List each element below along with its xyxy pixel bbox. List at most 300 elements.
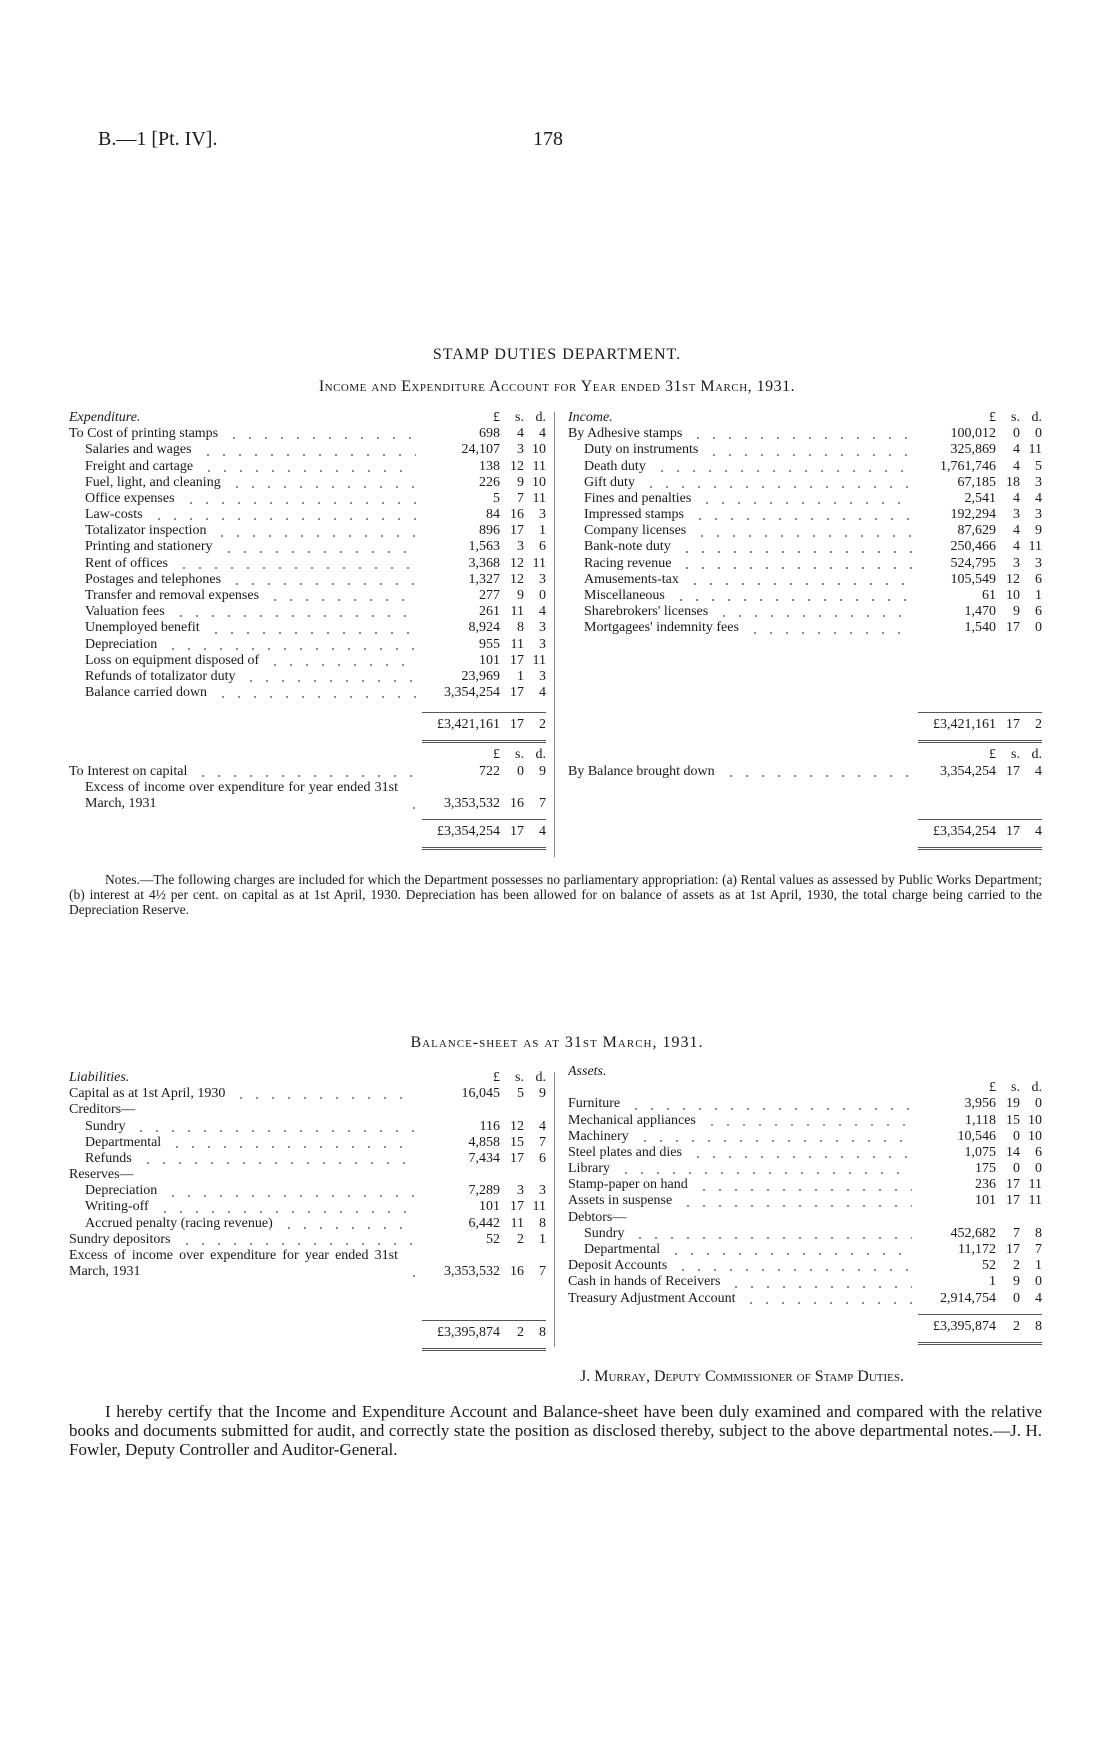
row-label xyxy=(568,1129,918,1145)
column-divider xyxy=(554,412,555,857)
table-row xyxy=(568,1258,1042,1274)
total-row xyxy=(69,1319,546,1341)
shillings-cell: 11 xyxy=(510,1215,524,1231)
row-label xyxy=(568,459,918,475)
total-row xyxy=(568,711,1042,733)
table-row xyxy=(69,426,546,442)
table-row xyxy=(69,780,546,812)
leader-dots xyxy=(179,1234,417,1246)
pence-cell: 7 xyxy=(539,1134,546,1150)
row-label xyxy=(568,1291,918,1307)
shillings-cell: 4 xyxy=(1013,490,1020,506)
pence-cell: 11 xyxy=(532,555,546,571)
row-label-text: Refunds xyxy=(85,1150,132,1166)
table-row xyxy=(568,556,1042,572)
table-row xyxy=(69,1119,546,1135)
expenditure-table xyxy=(69,410,546,850)
section-label: Expenditure. xyxy=(69,409,141,425)
pence-cell: 2 xyxy=(1035,717,1042,733)
pounds-cell: 1,761,746 xyxy=(940,458,996,474)
row-label xyxy=(69,1199,422,1215)
leader-dots xyxy=(140,1153,416,1165)
leader-dots xyxy=(165,639,416,651)
pence-cell: 6 xyxy=(1035,571,1042,587)
total-row xyxy=(69,818,546,840)
pence-cell: 4 xyxy=(539,1118,546,1134)
table-row xyxy=(69,1183,546,1199)
row-label xyxy=(69,426,422,442)
shillings-cell: 9 xyxy=(1013,1274,1020,1290)
pounds-cell: 1,118 xyxy=(965,1112,996,1128)
shillings-cell: 17 xyxy=(1006,1242,1020,1258)
row-label xyxy=(568,1145,918,1161)
table-row xyxy=(69,491,546,507)
row-label-text: Rent of offices xyxy=(85,555,168,571)
total-figures xyxy=(918,819,1042,840)
row-label xyxy=(69,604,422,620)
currency-header xyxy=(69,747,546,763)
currency-unit: d. xyxy=(1031,409,1042,425)
pounds-cell: 67,185 xyxy=(957,474,996,490)
row-label xyxy=(568,1258,918,1274)
row-label xyxy=(69,507,422,523)
leader-dots xyxy=(200,445,416,457)
pence-cell: 3 xyxy=(539,571,546,587)
shillings-cell: 12 xyxy=(510,1118,524,1134)
table-row xyxy=(69,1248,546,1280)
pence-cell: 4 xyxy=(1035,763,1042,779)
shillings-cell: 2 xyxy=(517,1231,524,1247)
row-label-text: Fines and penalties xyxy=(584,490,692,506)
row-label-text: Stamp-paper on hand xyxy=(568,1177,688,1193)
pounds-cell: 3,353,532 xyxy=(444,795,500,811)
table-row xyxy=(69,620,546,636)
pounds-cell: 2,541 xyxy=(964,490,996,506)
pence-cell: 11 xyxy=(532,652,546,668)
leader-dots xyxy=(267,590,416,602)
leader-dots xyxy=(643,477,912,489)
pounds-cell: 1,563 xyxy=(468,539,500,555)
row-label-text: Law-costs xyxy=(85,507,143,523)
leader-dots xyxy=(668,1244,912,1256)
pence-cell: 10 xyxy=(532,442,546,458)
pounds-cell: 24,107 xyxy=(461,442,500,458)
table-row xyxy=(69,1135,546,1151)
currency-unit: s. xyxy=(515,1069,524,1085)
shillings-cell: 2 xyxy=(1013,1258,1020,1274)
pence-cell: 1 xyxy=(539,1231,546,1247)
pence-cell: 7 xyxy=(539,795,546,811)
shillings-cell: 4 xyxy=(1013,523,1020,539)
row-label-text: To Interest on capital xyxy=(69,763,188,779)
pence-cell: 8 xyxy=(1035,1225,1042,1241)
leader-dots xyxy=(637,1131,912,1143)
pounds-cell: 3,956 xyxy=(964,1096,996,1112)
row-label-text: Totalizator inspection xyxy=(85,523,207,539)
notes: Notes.—The following charges are included for which the Department possesses no parliamentary appropriation: (a) Rental values as assessed by Public Works Department; (b) interest at 4½ per cent. on capital as at 1st April, 1930. Depreciation has been allowed for on balance of assets as at 1st April, 1930, the total charge being carried to the Depreciation Reserve. xyxy=(69,872,1042,917)
leader-dots xyxy=(214,526,416,538)
column-divider xyxy=(554,1072,555,1347)
pounds-cell: 250,466 xyxy=(950,539,996,555)
table-row xyxy=(69,459,546,475)
row-label-text: Valuation fees xyxy=(85,604,165,620)
row-label xyxy=(69,1119,422,1135)
shillings-cell: 15 xyxy=(510,1134,524,1150)
total-figures xyxy=(422,1320,546,1341)
table-row xyxy=(69,507,546,523)
table-row xyxy=(568,540,1042,556)
currency-unit: d. xyxy=(535,747,546,763)
leader-dots xyxy=(173,606,416,618)
table-row xyxy=(568,442,1042,458)
leader-dots xyxy=(243,671,416,683)
table-row xyxy=(69,637,546,653)
shillings-cell: 3 xyxy=(517,539,524,555)
row-label-text: Office expenses xyxy=(85,490,175,506)
row-label xyxy=(568,604,918,620)
spacer-row xyxy=(69,701,546,705)
pounds-cell: 5 xyxy=(493,490,500,506)
table-row xyxy=(69,764,546,780)
row-label-text: Loss on equipment disposed of xyxy=(85,652,260,668)
shillings-cell: 9 xyxy=(1013,604,1020,620)
shillings-cell: 11 xyxy=(510,636,524,652)
row-label-text: Creditors— xyxy=(69,1102,136,1118)
leader-dots xyxy=(618,1163,912,1175)
row-label xyxy=(69,1086,422,1102)
currency-unit: d. xyxy=(1031,747,1042,763)
table-row xyxy=(568,426,1042,442)
total-figures xyxy=(918,1314,1042,1335)
pence-cell: 7 xyxy=(539,1264,546,1280)
row-label-text: By Adhesive stamps xyxy=(568,426,683,442)
table-row xyxy=(568,764,1042,780)
pence-cell: 3 xyxy=(539,636,546,652)
pence-cell: 4 xyxy=(539,685,546,701)
pence-cell: 4 xyxy=(539,426,546,442)
row-label xyxy=(568,426,918,442)
shillings-cell: 12 xyxy=(1006,571,1020,587)
row-label-text: Capital as at 1st April, 1930 xyxy=(69,1086,226,1102)
row-label xyxy=(568,556,918,572)
row-label xyxy=(69,1216,422,1232)
leader-dots xyxy=(226,428,416,440)
pounds-cell: 524,795 xyxy=(950,555,996,571)
pence-cell: 7 xyxy=(1035,1242,1042,1258)
pounds-cell: 7,434 xyxy=(468,1150,500,1166)
row-label xyxy=(69,442,422,458)
table-row xyxy=(568,1096,1042,1112)
pence-cell: 3 xyxy=(1035,474,1042,490)
pounds-cell: £3,354,254 xyxy=(933,824,996,840)
table-row xyxy=(568,1161,1042,1177)
row-label-text: Depreciation xyxy=(85,1183,158,1199)
total-figures xyxy=(918,712,1042,733)
pounds-cell: 325,869 xyxy=(950,442,996,458)
leader-dots xyxy=(699,493,912,505)
leader-dots xyxy=(747,623,912,635)
currency-header xyxy=(568,1080,1042,1096)
shillings-cell: 18 xyxy=(1006,474,1020,490)
currency-unit: d. xyxy=(535,409,546,425)
pounds-cell: 955 xyxy=(479,636,500,652)
pounds-cell: 2,914,754 xyxy=(940,1290,996,1306)
shillings-cell: 17 xyxy=(510,1150,524,1166)
table-row xyxy=(69,1200,546,1216)
row-label-text: Fuel, light, and cleaning xyxy=(85,474,221,490)
row-label-text: Transfer and removal expenses xyxy=(85,588,260,604)
pence-cell: 10 xyxy=(1028,1128,1042,1144)
pounds-cell: 23,969 xyxy=(461,668,500,684)
shillings-cell: 15 xyxy=(1006,1112,1020,1128)
balance-sheet-heading: Balance-sheet as at 31st March, 1931. xyxy=(410,1034,704,1051)
total-figures xyxy=(422,712,546,733)
row-label xyxy=(69,556,422,572)
currency-unit: £ xyxy=(493,1069,500,1085)
row-label-text: Freight and cartage xyxy=(85,458,194,474)
table-row xyxy=(568,620,1042,636)
row-label-text: Gift duty xyxy=(584,474,635,490)
currency-header xyxy=(568,747,1042,763)
row-label xyxy=(69,620,422,636)
spacer-row xyxy=(568,637,1042,706)
column-header xyxy=(69,410,546,426)
row-label xyxy=(568,764,918,780)
pounds-cell: 452,682 xyxy=(950,1225,996,1241)
row-label-text: Balance carried down xyxy=(85,685,208,701)
assets-table xyxy=(568,1064,1042,1345)
leader-dots xyxy=(690,428,912,440)
table-row xyxy=(568,459,1042,475)
shillings-cell: 7 xyxy=(517,490,524,506)
row-label xyxy=(69,780,422,812)
pounds-cell: 7,289 xyxy=(468,1183,500,1199)
table-row xyxy=(568,604,1042,620)
pence-cell: 0 xyxy=(539,588,546,604)
pence-cell: 10 xyxy=(1028,1112,1042,1128)
row-label-text: Steel plates and dies xyxy=(568,1144,682,1160)
leader-dots xyxy=(716,606,912,618)
row-label xyxy=(69,523,422,539)
row-label xyxy=(568,1161,918,1177)
leader-dots xyxy=(654,461,912,473)
pounds-cell: 16,045 xyxy=(461,1086,500,1102)
shillings-cell: 12 xyxy=(510,458,524,474)
section-label: Income. xyxy=(568,409,613,425)
pounds-cell: 1,470 xyxy=(964,604,996,620)
table-row xyxy=(568,475,1042,491)
shillings-cell: 7 xyxy=(1013,1225,1020,1241)
row-label-text: Departmental xyxy=(85,1134,162,1150)
shillings-cell: 16 xyxy=(510,795,524,811)
table-row xyxy=(568,507,1042,523)
leader-dots xyxy=(133,1121,416,1133)
row-label-text: Racing revenue xyxy=(584,555,672,571)
pounds-cell: 101 xyxy=(479,1199,500,1215)
table-row xyxy=(69,1167,546,1183)
pence-cell: 5 xyxy=(1035,458,1042,474)
row-label xyxy=(568,1193,918,1209)
row-label-text: Departmental xyxy=(584,1242,661,1258)
shillings-cell: 17 xyxy=(510,824,524,840)
income-table xyxy=(568,410,1042,850)
page-number: 178 xyxy=(533,128,563,150)
spacer-row xyxy=(568,780,1042,812)
column-header xyxy=(568,410,1042,426)
row-label-text: Duty on instruments xyxy=(584,442,699,458)
table-row xyxy=(568,588,1042,604)
table-row xyxy=(69,685,546,701)
shillings-cell: 4 xyxy=(1013,458,1020,474)
pounds-cell: 236 xyxy=(975,1177,996,1193)
double-rule xyxy=(422,842,546,850)
currency-unit: s. xyxy=(515,409,524,425)
leader-dots xyxy=(679,542,912,554)
document-reference: B.—1 [Pt. IV]. xyxy=(98,128,218,150)
pence-cell: 11 xyxy=(1028,1177,1042,1193)
row-label xyxy=(69,572,422,588)
pounds-cell: 277 xyxy=(479,588,500,604)
pence-cell: 1 xyxy=(539,523,546,539)
pounds-cell: 52 xyxy=(982,1258,996,1274)
row-label xyxy=(568,620,918,636)
pounds-cell: 101 xyxy=(975,1193,996,1209)
pounds-cell: 1,540 xyxy=(964,620,996,636)
table-row xyxy=(568,1129,1042,1145)
pence-cell: 3 xyxy=(539,620,546,636)
leader-dots xyxy=(679,558,912,570)
pence-cell: 11 xyxy=(532,458,546,474)
pence-cell: 6 xyxy=(1035,1144,1042,1160)
pounds-cell: 10,546 xyxy=(957,1128,996,1144)
pounds-cell: £3,354,254 xyxy=(437,824,500,840)
table-row xyxy=(568,1177,1042,1193)
currency-unit: £ xyxy=(493,409,500,425)
leader-dots xyxy=(723,766,912,778)
row-label-text: Miscellaneous xyxy=(584,588,665,604)
pence-cell: 0 xyxy=(1035,426,1042,442)
leader-dots xyxy=(743,1293,912,1305)
leader-dots xyxy=(675,1260,912,1272)
row-label xyxy=(69,1167,422,1183)
leader-dots xyxy=(680,1196,912,1208)
row-label xyxy=(568,475,918,491)
row-label xyxy=(568,491,918,507)
row-label xyxy=(69,653,422,669)
pence-cell: 0 xyxy=(1035,1096,1042,1112)
shillings-cell: 3 xyxy=(1013,555,1020,571)
pence-cell: 4 xyxy=(539,604,546,620)
row-label xyxy=(568,1096,918,1112)
leader-dots xyxy=(229,574,416,586)
pounds-cell: 8,924 xyxy=(468,620,500,636)
leader-dots xyxy=(195,766,416,778)
table-row xyxy=(69,523,546,539)
row-label-text: Machinery xyxy=(568,1128,629,1144)
shillings-cell: 17 xyxy=(1006,620,1020,636)
leader-dots xyxy=(406,1266,416,1278)
pounds-cell: 100,012 xyxy=(950,426,996,442)
pounds-cell: 3,354,254 xyxy=(940,763,996,779)
pence-cell: 3 xyxy=(539,668,546,684)
row-label xyxy=(568,588,918,604)
liabilities-table xyxy=(69,1070,546,1351)
pence-cell: 3 xyxy=(539,1183,546,1199)
row-label-text: Excess of income over expenditure for year ended 31st March, 1931 xyxy=(85,779,398,811)
row-label-text: Assets in suspense xyxy=(568,1193,673,1209)
pence-cell: 11 xyxy=(1028,442,1042,458)
currency-unit: d. xyxy=(535,1069,546,1085)
row-label xyxy=(568,1177,918,1193)
table-row xyxy=(568,1226,1042,1242)
pence-cell: 1 xyxy=(1035,588,1042,604)
shillings-cell: 11 xyxy=(510,604,524,620)
currency-unit: s. xyxy=(1011,1080,1020,1096)
shillings-cell: 0 xyxy=(517,763,524,779)
pence-cell: 11 xyxy=(1028,1193,1042,1209)
leader-dots xyxy=(632,1228,912,1240)
pence-cell: 8 xyxy=(539,1215,546,1231)
leader-dots xyxy=(201,461,416,473)
pounds-cell: 87,629 xyxy=(957,523,996,539)
leader-dots xyxy=(692,509,912,521)
row-label xyxy=(69,1151,422,1167)
shillings-cell: 4 xyxy=(517,426,524,442)
pounds-cell: 722 xyxy=(479,763,500,779)
pence-cell: 0 xyxy=(1035,1161,1042,1177)
shillings-cell: 0 xyxy=(1013,426,1020,442)
leader-dots xyxy=(406,798,416,810)
pence-cell: 4 xyxy=(1035,490,1042,506)
shillings-cell: 9 xyxy=(517,474,524,490)
row-label-text: Printing and stationery xyxy=(85,539,213,555)
row-label-text: By Balance brought down xyxy=(568,763,715,779)
shillings-cell: 4 xyxy=(1013,539,1020,555)
row-label xyxy=(69,1248,422,1280)
row-label xyxy=(69,764,422,780)
pounds-cell: 698 xyxy=(479,426,500,442)
pounds-cell: 11,172 xyxy=(958,1242,996,1258)
section-label: Assets. xyxy=(568,1063,607,1079)
row-label-text: Bank-note duty xyxy=(584,539,671,555)
shillings-cell: 10 xyxy=(1006,588,1020,604)
leader-dots xyxy=(728,1277,912,1289)
shillings-cell: 5 xyxy=(517,1086,524,1102)
row-label xyxy=(69,588,422,604)
currency-unit: s. xyxy=(1011,747,1020,763)
row-label-text: Unemployed benefit xyxy=(85,620,200,636)
currency-unit: £ xyxy=(493,747,500,763)
column-header xyxy=(69,1070,546,1086)
table-row xyxy=(568,1113,1042,1129)
shillings-cell: 8 xyxy=(517,620,524,636)
row-label xyxy=(568,572,918,588)
pence-cell: 2 xyxy=(539,717,546,733)
table-row xyxy=(568,1194,1042,1210)
row-label xyxy=(69,669,422,685)
leader-dots xyxy=(706,445,912,457)
pounds-cell: 105,549 xyxy=(950,571,996,587)
pounds-cell: 52 xyxy=(486,1231,500,1247)
leader-dots xyxy=(169,1137,416,1149)
pence-cell: 9 xyxy=(539,763,546,779)
row-label-text: Cash in hands of Receivers xyxy=(568,1274,721,1290)
leader-dots xyxy=(151,509,416,521)
department-title: STAMP DUTIES DEPARTMENT. xyxy=(432,346,682,363)
leader-dots xyxy=(687,574,912,586)
row-label xyxy=(69,539,422,555)
shillings-cell: 14 xyxy=(1006,1144,1020,1160)
